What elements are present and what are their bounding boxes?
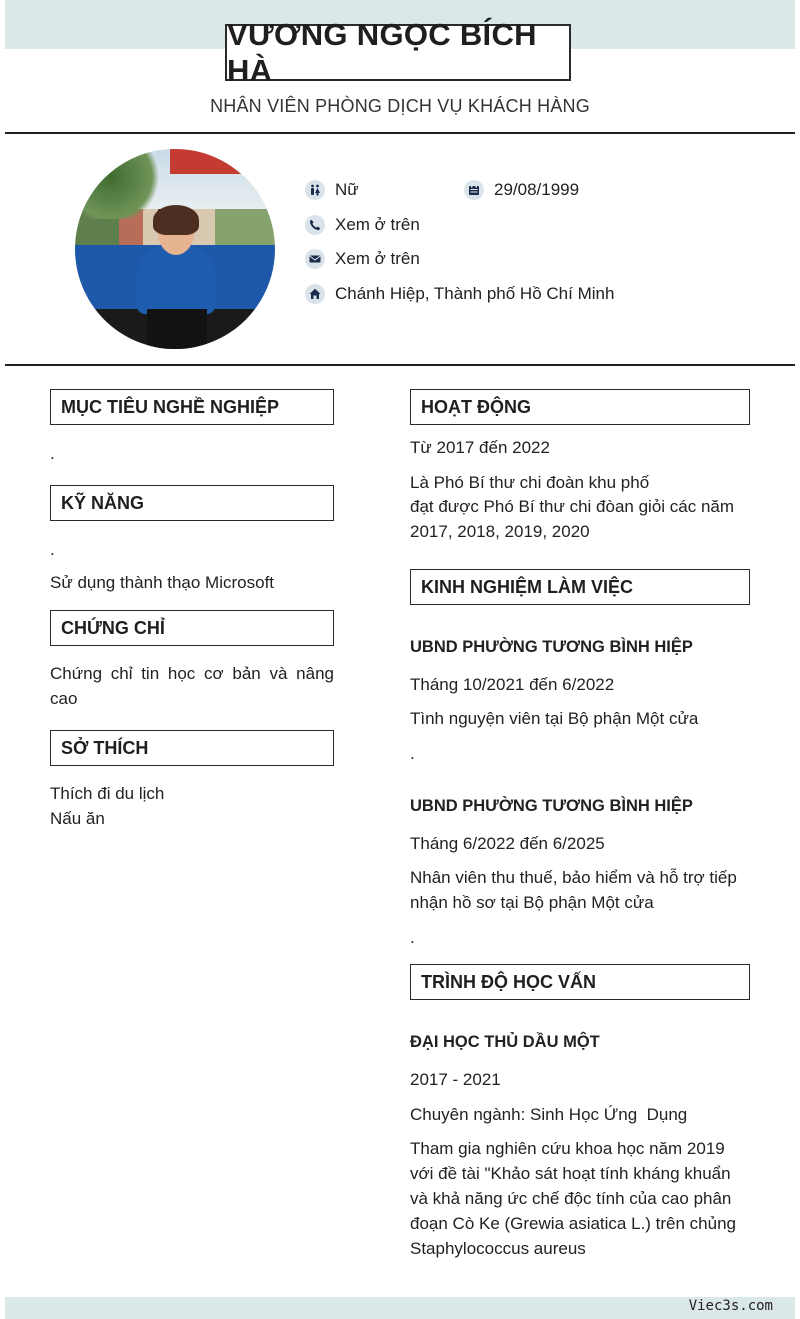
objective-header: MỤC TIÊU NGHỀ NGHIỆP — [50, 389, 334, 425]
education-period: 2017 - 2021 — [410, 1070, 501, 1089]
mail-icon — [305, 249, 325, 269]
gender-icon — [305, 180, 325, 200]
gender-value: Nữ — [335, 180, 359, 199]
job-1-company: UBND PHƯỜNG TƯƠNG BÌNH HIỆP — [410, 638, 693, 656]
job-2-role: Nhân viên thu thuế, bảo hiểm và hỗ trợ tiếp nhận hồ sơ tại Bộ phận Một cửa — [410, 868, 737, 912]
divider-top — [5, 132, 795, 134]
address-row — [305, 284, 614, 304]
experience-header: KINH NGHIỆM LÀM VIỆC — [410, 569, 750, 605]
job-2-company: UBND PHƯỜNG TƯƠNG BÌNH HIỆP — [410, 797, 693, 815]
job-1-role: Tình nguyện viên tại Bộ phận Một cửa — [410, 709, 699, 728]
hobby-item-2: Nấu ăn — [50, 809, 105, 828]
skills-line-1: . — [50, 540, 55, 559]
gender-row — [305, 180, 359, 200]
avatar — [75, 149, 275, 349]
job-1-period: Tháng 10/2021 đến 6/2022 — [410, 675, 615, 694]
education-header: TRÌNH ĐỘ HỌC VẤN — [410, 964, 750, 1000]
education-research: Tham gia nghiên cứu khoa học năm 2019 với đề tài "Khảo sát hoạt tính kháng khuẩn và khả năng ức chế độc tính của cao phân đoạn Cò Ke (Grewia asiatica L.) trên chủng Staphylococcus aureus — [410, 1139, 737, 1258]
objective-content: . — [50, 444, 55, 463]
hobbies-header: SỞ THÍCH — [50, 730, 334, 766]
phone-value: Xem ở trên — [335, 215, 420, 234]
email-value: Xem ở trên — [335, 249, 420, 268]
activities-period: Từ 2017 đến 2022 — [410, 438, 550, 457]
birthdate-row — [464, 180, 579, 200]
bottom-color-band — [5, 1297, 795, 1319]
calendar-icon — [464, 180, 484, 200]
job-2-note: . — [410, 928, 415, 947]
certificates-content: Chứng chỉ tin học cơ bản và nâng cao — [50, 664, 334, 708]
candidate-name: VƯƠNG NGỌC BÍCH HÀ — [225, 24, 571, 81]
home-icon — [305, 284, 325, 304]
education-major: Chuyên ngành: Sinh Học Ứng Dụng — [410, 1105, 688, 1124]
brand-watermark: Viec3s.com — [688, 1298, 773, 1314]
skills-line-2: Sử dụng thành thạo Microsoft — [50, 573, 275, 592]
divider-middle — [5, 364, 795, 366]
hobby-item-1: Thích đi du lịch — [50, 784, 165, 803]
birthdate-value: 29/08/1999 — [494, 180, 580, 199]
job-2-period: Tháng 6/2022 đến 6/2025 — [410, 834, 605, 853]
activities-header: HOẠT ĐỘNG — [410, 389, 750, 425]
phone-row — [305, 215, 420, 235]
activities-line-1: Là Phó Bí thư chi đoàn khu phố — [410, 473, 650, 492]
address-value: Chánh Hiệp, Thành phố Hồ Chí Minh — [335, 284, 615, 303]
education-school: ĐẠI HỌC THỦ DẦU MỘT — [410, 1033, 600, 1051]
certificates-header: CHỨNG CHỈ — [50, 610, 334, 646]
job-title: NHÂN VIÊN PHÒNG DỊCH VỤ KHÁCH HÀNG — [210, 96, 590, 116]
activities-line-2: đạt được Phó Bí thư chi đòan giỏi các năm 2017, 2018, 2019, 2020 — [410, 497, 735, 541]
phone-icon — [305, 215, 325, 235]
skills-header: KỸ NĂNG — [50, 485, 334, 521]
job-1-note: . — [410, 744, 415, 763]
email-row — [305, 249, 420, 269]
